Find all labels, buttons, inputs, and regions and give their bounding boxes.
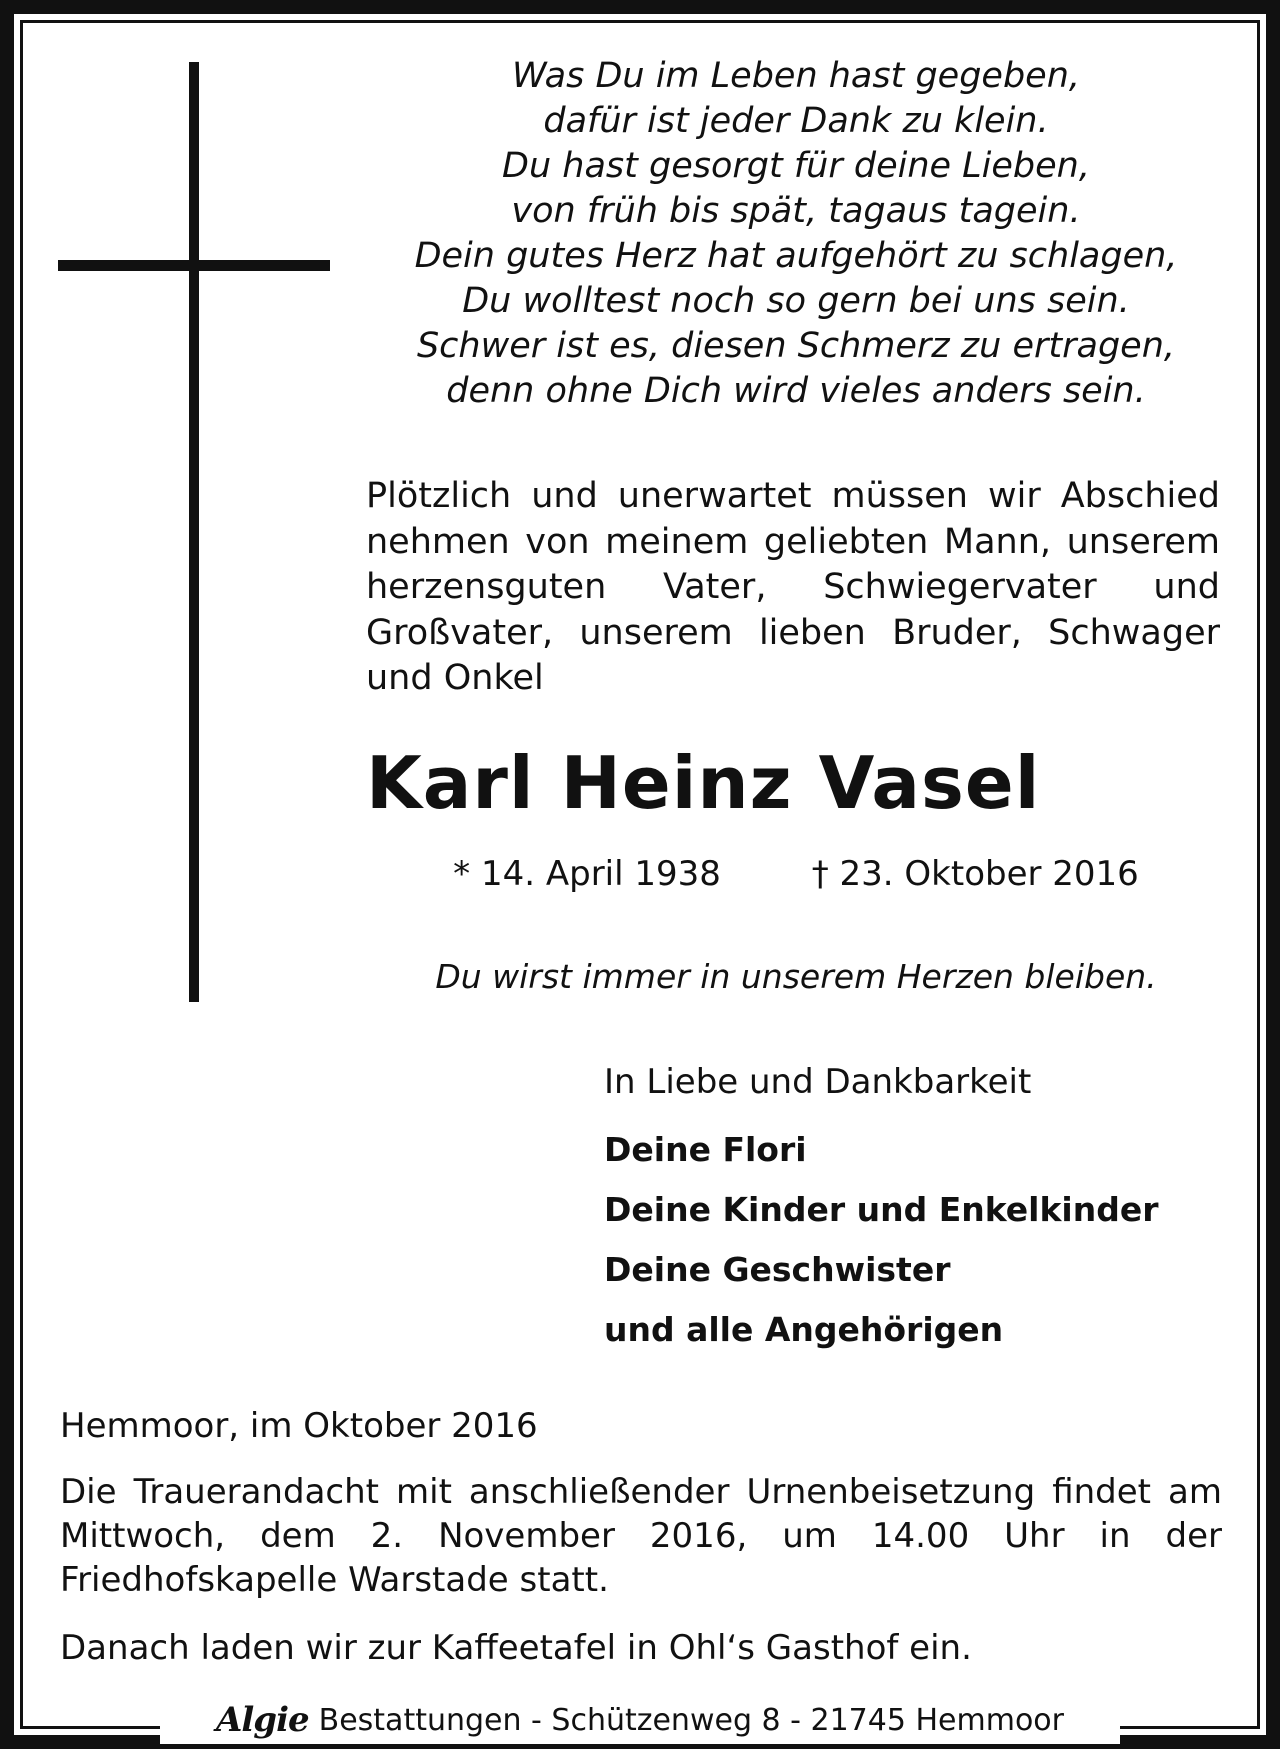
- birth-date: * 14. April 1938: [453, 854, 721, 894]
- poem-line: dafür ist jeder Dank zu klein.: [543, 101, 1049, 141]
- poem-line: Was Du im Leben hast gegeben,: [511, 56, 1081, 96]
- poem-line: Du hast gesorgt für deine Lieben,: [502, 146, 1090, 186]
- poem: [366, 54, 1226, 414]
- poem-line: Dein gutes Herz hat aufgehört zu schlagen,: [414, 236, 1178, 276]
- cross-vertical-bar: [189, 62, 199, 1002]
- cross-horizontal-bar: [58, 260, 330, 271]
- signer-name: Deine Geschwister: [604, 1250, 951, 1289]
- reception-note: Danach laden wir zur Kaffeetafel in Ohl‘s Gasthof ein.: [60, 1628, 972, 1668]
- poem-line: von früh bis spät, tagaus tagein.: [511, 191, 1081, 231]
- footer-funeral-home: [160, 1696, 1120, 1744]
- signer-name: und alle Angehörigen: [604, 1310, 1004, 1349]
- signer-name: Deine Kinder und Enkelkinder: [604, 1190, 1159, 1229]
- funeral-home-logo: Algie: [216, 1700, 309, 1740]
- signer-name: Deine Flori: [604, 1130, 807, 1169]
- place-date: Hemmoor, im Oktober 2016: [60, 1406, 538, 1446]
- service-details: Die Trauerandacht mit anschließender Urnenbeisetzung findet am Mittwoch, dem 2. November 2016, um 14.00 Uhr in der Friedhofskapelle Warstade statt.: [60, 1472, 1222, 1600]
- signoff-block: [604, 1060, 1224, 1360]
- intro-paragraph: Plötzlich und unerwartet müssen wir Abschied nehmen von meinem geliebten Mann, unserem herzensguten Vater, Schwiegervater und Großvater, unserem lieben Bruder, Schwager und Onkel: [366, 476, 1220, 698]
- poem-line: Schwer ist es, diesen Schmerz zu ertragen,: [416, 326, 1176, 366]
- funeral-home-address: Bestattungen - Schützenweg 8 - 21745 Hemmoor: [318, 1702, 1064, 1738]
- signoff-lead: In Liebe und Dankbarkeit: [604, 1062, 1032, 1102]
- deceased-name: Karl Heinz Vasel: [366, 741, 1041, 825]
- poem-line: denn ohne Dich wird vieles anders sein.: [446, 371, 1146, 411]
- death-date: † 23. Oktober 2016: [811, 854, 1139, 894]
- memorial-tagline: Du wirst immer in unserem Herzen bleiben.: [435, 957, 1157, 996]
- life-dates: [366, 852, 1226, 896]
- poem-line: Du wolltest noch so gern bei uns sein.: [462, 281, 1130, 321]
